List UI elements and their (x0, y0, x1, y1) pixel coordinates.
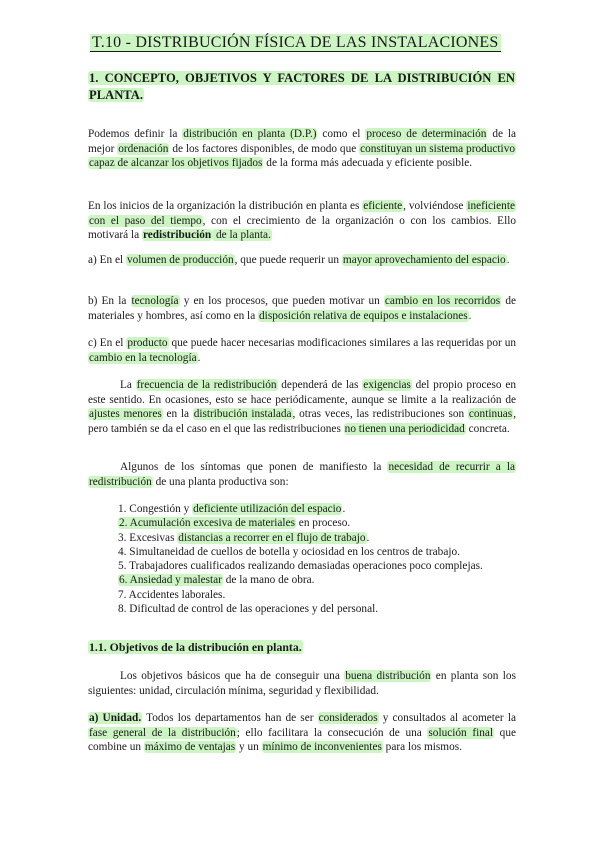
highlighted-text: constituyan un sistema productivo capaz de alcanzar los objetivos fijados (89, 142, 515, 170)
text-run: , pero también se da el caso en el que las redistribuciones (88, 408, 517, 435)
highlighted-text: ajustes menores (89, 408, 162, 421)
highlighted-text: distribución en planta (D.P.) (183, 128, 317, 140)
highlighted-text: producto (127, 337, 168, 349)
text-run: , con el crecimiento de la organización o con los cambios. Ello motivará la (88, 214, 516, 242)
paragraph-a-volumen (88, 253, 516, 268)
document-title (90, 34, 515, 52)
text-run: , que puede requerir un (234, 254, 342, 266)
text-run: del propio proceso en este sentido. En ocasiones, esto se hace periódicamente, aunque se limite a la realización de (88, 379, 516, 406)
text-run: . (366, 531, 370, 544)
text-run: y consultados al acometer la (378, 712, 516, 724)
text-run: 4. Simultaneidad de cuellos de botella y ociosidad en los centros de trabajo. (118, 545, 460, 558)
text-run: 1. Congestión y (118, 503, 193, 515)
highlighted-text: no tienen una periodicidad (344, 422, 465, 435)
highlighted-text: buena distribución (345, 670, 431, 682)
highlighted-text: ordenación (118, 142, 169, 155)
highlighted-text: 1. CONCEPTO, OBJETIVOS Y FACTORES DE LA DISTRIBUCIÓN EN PLANTA. (89, 71, 515, 102)
text-run: Todos los departamentos han de ser (142, 712, 318, 724)
text-run: 5. Trabajadores cualificados realizando demasiadas operaciones poco complejas. (118, 560, 483, 573)
text-run: b) En la (88, 295, 131, 307)
text-run: de la mano de obra. (222, 574, 315, 587)
text-run: . (468, 309, 472, 322)
highlighted-text: deficiente utilización del espacio (193, 503, 342, 515)
text-run: de materiales y hombres, así como en la (88, 295, 516, 322)
list-item (118, 502, 518, 516)
text-run: . (197, 351, 201, 364)
text-run: , otras veces, las redistribuciones son (292, 408, 468, 421)
paragraph-frecuencia (88, 378, 516, 436)
text-run: para los mismos. (382, 741, 462, 754)
highlighted-text: distribución instalada (193, 408, 292, 421)
highlighted-text: 6. Ansiedad y malestar (119, 574, 222, 587)
highlighted-text: necesidad de recurrir a la redistribución (89, 461, 516, 488)
highlighted-text: máximo de ventajas (144, 741, 236, 754)
highlighted-text: proceso de determinación (366, 128, 487, 140)
text-run: que puede hacer necesarias modificaciones similares a las requeridas por un (168, 337, 516, 349)
highlighted-text: continuas (468, 408, 513, 421)
highlighted-text: mayor aprovechamiento del espacio (342, 254, 506, 266)
highlighted-text: cambio en la tecnología (89, 351, 197, 364)
highlighted-text: exigencias (363, 379, 411, 391)
list-item (118, 602, 518, 616)
text-run: ; ello facilitara la consecución de una (236, 726, 428, 739)
highlighted-text: 2. Acumulación excesiva de materiales (119, 517, 295, 530)
text-run: concreta. (465, 422, 510, 435)
text-run: c) En el (88, 337, 127, 349)
highlighted-text: frecuencia de la redistribución (136, 379, 277, 391)
text-run: T.10 - DISTRIBUCIÓN FÍSICA DE LAS INSTALACIONES (92, 34, 499, 51)
text-run: 3. Excesivas (118, 531, 178, 544)
text-run: en proceso. (295, 517, 351, 530)
paragraph-a-unidad (88, 711, 516, 755)
text-run: como el (317, 128, 366, 140)
text-run: a) En el (88, 254, 126, 266)
highlighted-text: volumen de producción (126, 254, 234, 266)
highlighted-text: a) Unidad. (89, 712, 142, 724)
text-run: que combine un (88, 726, 516, 754)
text-run: La (120, 379, 136, 391)
highlighted-text: cambio en los recorridos (384, 295, 501, 307)
paragraph-b-tecnologia (88, 294, 516, 323)
paragraph-definition (88, 127, 516, 171)
text-run: de la mejor (88, 128, 516, 155)
text-run: En los inicios de la organización la distribución en planta es (88, 200, 363, 212)
list-item (118, 559, 518, 573)
text-run: de la forma más adecuada y eficiente posible. (263, 157, 473, 170)
text-run: Podemos definir la (88, 128, 183, 140)
text-run: , volviéndose (403, 200, 467, 212)
highlighted-text: mínimo de inconvenientes (262, 741, 382, 754)
section-heading-1-1 (88, 640, 516, 655)
highlighted-text: eficiente (363, 200, 403, 212)
text-run: de los factores disponibles, de modo que (169, 142, 360, 155)
list-item (118, 573, 518, 587)
highlighted-text: solución final (428, 726, 494, 739)
highlighted-text: distancias a recorrer en el flujo de trabajo (178, 531, 366, 544)
section-heading-1 (88, 70, 516, 104)
highlighted-text: fase general de la distribución (89, 726, 236, 739)
highlighted-text: considerados (318, 712, 378, 724)
paragraph-inicios (88, 199, 516, 243)
highlighted-text: disposición relativa de equipos e instalaciones (259, 309, 468, 322)
text-run: dependerá de las (277, 379, 363, 391)
text-run: Algunos de los síntomas que ponen de manifiesto la (120, 461, 388, 473)
list-item (118, 531, 518, 545)
text-run: . (342, 503, 346, 515)
symptoms-list (118, 502, 518, 616)
text-run: 7. Accidentes laborales. (118, 588, 226, 601)
highlighted-text: 1.1. Objetivos de la distribución en planta. (89, 640, 302, 654)
paragraph-c-producto (88, 336, 516, 365)
paragraph-objetivos (88, 669, 516, 698)
text-run: . (506, 254, 510, 266)
list-item (118, 588, 518, 602)
highlighted-text: tecnología (131, 295, 179, 307)
text-run: en planta son los siguientes: unidad, circulación mínima, seguridad y flexibilidad. (88, 670, 516, 697)
list-item (118, 545, 518, 559)
text-run: en la (162, 408, 193, 421)
highlighted-text: redistribución (142, 229, 212, 242)
text-run: y en los procesos, que pueden motivar un (179, 295, 384, 307)
text-run: 8. Dificultad de control de las operaciones y del personal. (118, 603, 379, 616)
highlighted-text: de la planta. (213, 229, 271, 242)
text-run: y un (236, 741, 262, 754)
text-run: de una planta productiva son: (152, 475, 289, 488)
text-run: Los objetivos básicos que ha de conseguir una (120, 670, 345, 682)
highlighted-text: ineficiente con el paso del tiempo (89, 200, 515, 227)
paragraph-sintomas-intro (88, 460, 516, 489)
list-item (118, 516, 518, 530)
